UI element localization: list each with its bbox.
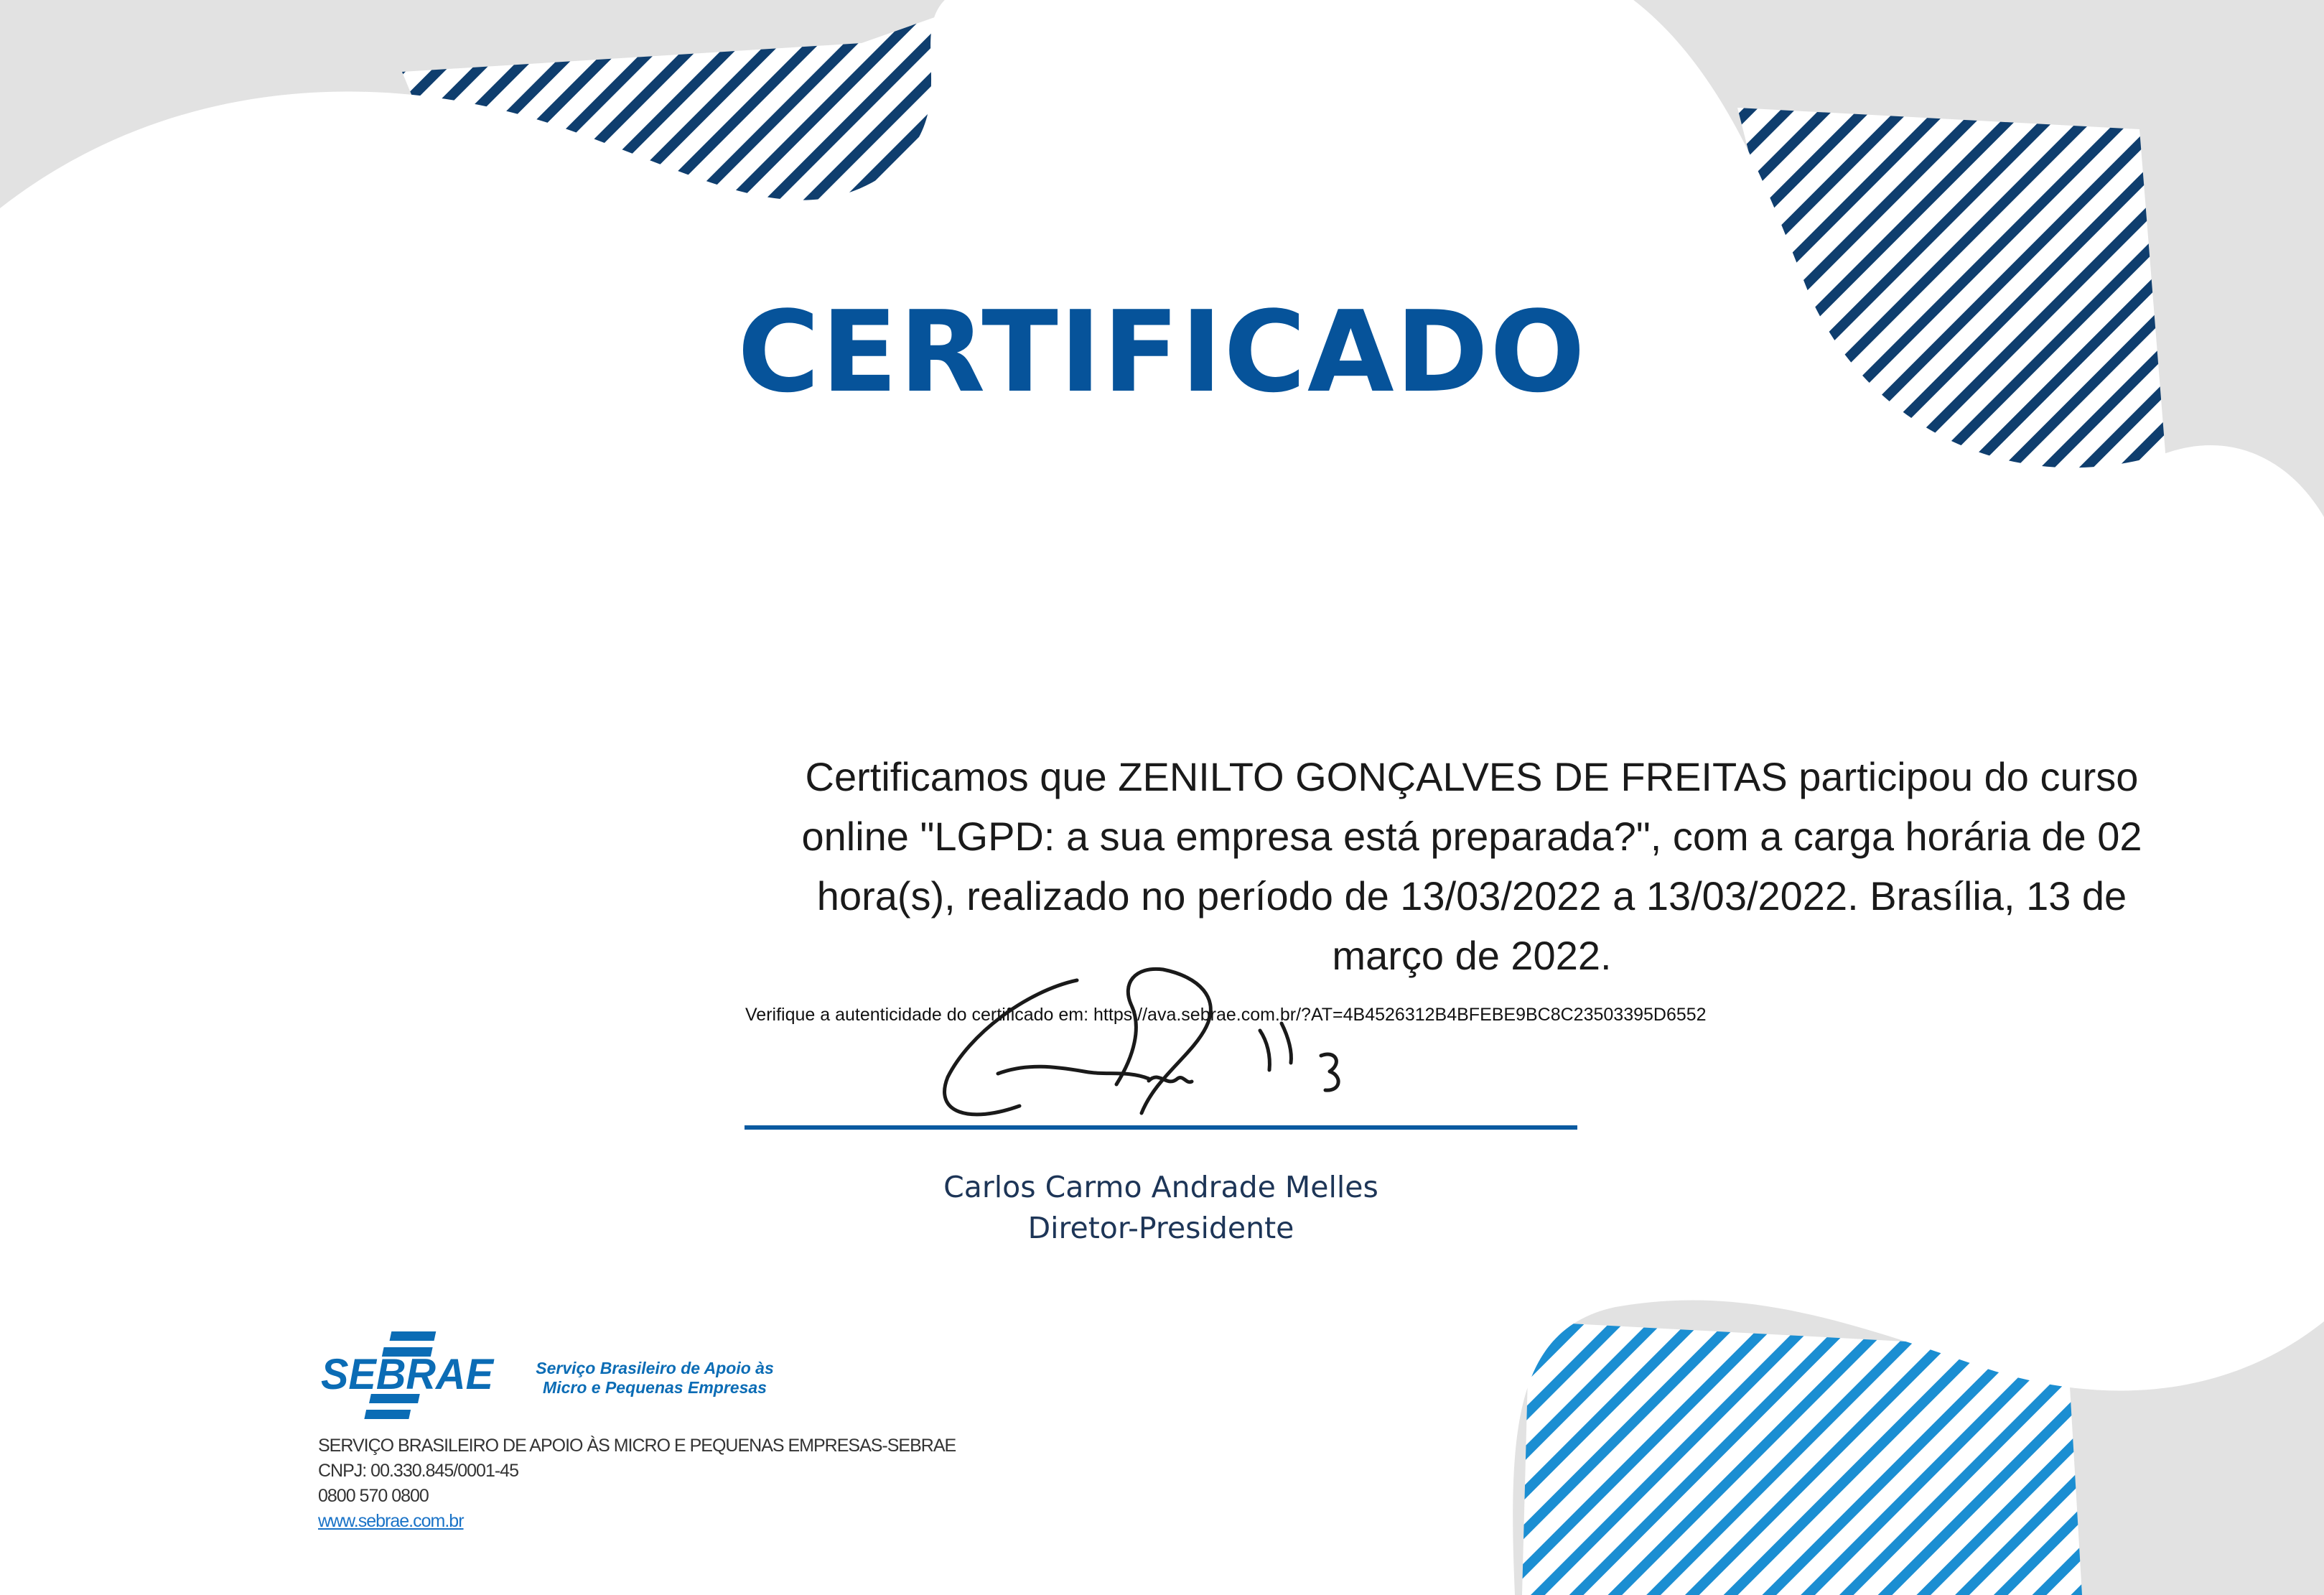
organization-footer (318, 1433, 1108, 1534)
signer-role: Diretor-Presidente (1027, 1211, 1294, 1245)
certificate-body-text: Certificamos que ZENILTO GONÇALVES DE FREITAS participou do curso online "LGPD: a sua empresa está preparada?", com a carga horária de 02 hora(s), realizado no período de 13/03/2022 a 13/03/2022. Brasília, 13 de março de 2022. (801, 754, 2142, 978)
organization-cnpj: CNPJ: 00.330.845/0001-45 (318, 1461, 518, 1481)
website-link[interactable]: www.sebrae.com.br (318, 1511, 464, 1531)
certificate-title: CERTIFICADO (737, 287, 1587, 417)
tagline-line-1: Serviço Brasileiro de Apoio às (536, 1359, 774, 1377)
organization-phone: 0800 570 0800 (318, 1486, 429, 1506)
sebrae-wordmark: SEBRAE (321, 1350, 495, 1398)
sebrae-logo (319, 1326, 499, 1426)
signature-line (745, 1125, 1577, 1130)
organization-legal-name: SERVIÇO BRASILEIRO DE APOIO ÀS MICRO E PEQUENAS EMPRESAS-SEBRAE (318, 1436, 956, 1456)
handwritten-signature (919, 948, 1378, 1135)
signer-name: Carlos Carmo Andrade Melles (943, 1170, 1378, 1204)
tagline-line-2: Micro e Pequenas Empresas (543, 1378, 767, 1397)
verification-text: Verifique a autenticidade do certificado em: https://ava.sebrae.com.br/?AT=4B4526312B4BFEBE9BC8C23503395D6552 (745, 1005, 1707, 1025)
sebrae-tagline (518, 1359, 791, 1398)
